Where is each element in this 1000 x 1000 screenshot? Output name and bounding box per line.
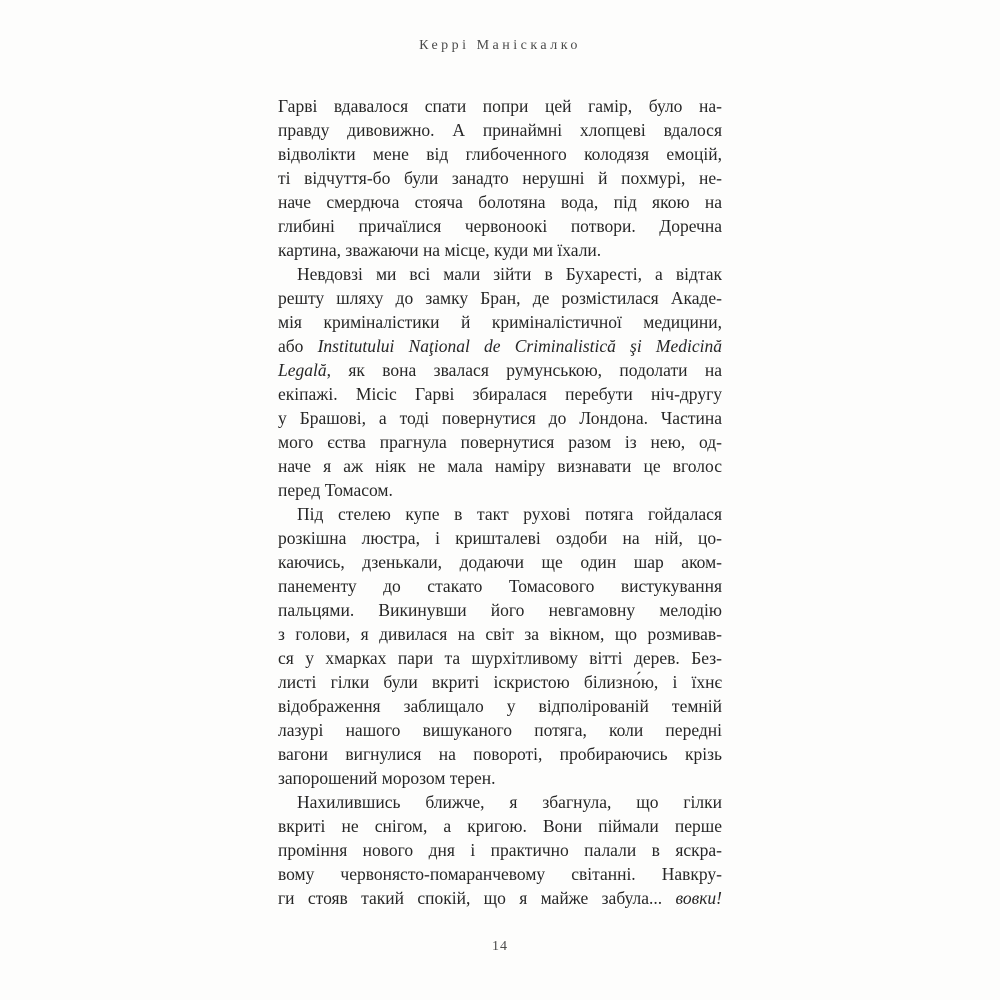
text-line <box>278 454 722 478</box>
plain-text: ги стояв такий спокій, що я майже забула... <box>278 888 676 908</box>
plain-text: вкриті не снігом, а кригою. Вони піймали перше <box>278 816 722 836</box>
text-line <box>278 526 722 550</box>
text-line <box>278 334 722 358</box>
text-line <box>278 670 722 694</box>
text-line <box>278 406 722 430</box>
text-line <box>278 598 722 622</box>
text-line <box>278 862 722 886</box>
plain-text: Гарві вдавалося спати попри цей гамір, було на- <box>278 96 722 116</box>
italic-text: Legală <box>278 360 327 380</box>
plain-text: Нахилившись ближче, я збагнула, що гілки <box>297 792 722 812</box>
plain-text: листі гілки були вкриті іскристою білизно́ю, і їхнє <box>278 672 722 692</box>
plain-text: пальцями. Викинувши його невгамовну мелодію <box>278 600 722 620</box>
text-line <box>278 502 722 526</box>
text-line <box>278 478 722 502</box>
text-line <box>278 718 722 742</box>
plain-text: з голови, я дивилася на світ за вікном, що розмивав- <box>278 624 722 644</box>
plain-text: ся у хмарках пари та шурхітливому вітті дерев. Без- <box>278 648 722 668</box>
plain-text: решту шляху до замку Бран, де розмістилася Акаде- <box>278 288 722 308</box>
plain-text: відображення заблищало у відполірованій темній <box>278 696 722 716</box>
text-line <box>278 742 722 766</box>
text-line <box>278 190 722 214</box>
plain-text: перед Томасом. <box>278 480 393 500</box>
text-line <box>278 286 722 310</box>
text-line <box>278 838 722 862</box>
text-line <box>278 262 722 286</box>
plain-text: каючись, дзенькали, додаючи ще один шар аком- <box>278 552 722 572</box>
plain-text: Під стелею купе в такт рухові потяга гойдалася <box>297 504 722 524</box>
body-text <box>278 94 722 910</box>
text-line <box>278 550 722 574</box>
plain-text: картина, зважаючи на місце, куди ми їхали. <box>278 240 602 260</box>
italic-text: Institutului Naţional de Criminalistică şi Medicină <box>317 336 722 356</box>
text-line <box>278 430 722 454</box>
paragraph <box>278 790 722 910</box>
text-line <box>278 142 722 166</box>
plain-text: лазурі нашого вишуканого потяга, коли передні <box>278 720 722 740</box>
plain-text: правду дивовижно. А принаймні хлопцеві вдалося <box>278 120 722 140</box>
plain-text: панементу до стакато Томасового вистукування <box>278 576 722 596</box>
text-line <box>278 646 722 670</box>
text-line <box>278 766 722 790</box>
plain-text: вагони вигнулися на повороті, пробираючись крізь <box>278 744 722 764</box>
plain-text: екіпажі. Місіс Гарві збиралася перебути ніч-другу <box>278 384 722 404</box>
text-line <box>278 382 722 406</box>
plain-text: мого єства прагнула повернутися разом із нею, од- <box>278 432 722 452</box>
plain-text: відволікти мене від глибоченного колодязя емоцій, <box>278 144 722 164</box>
paragraph <box>278 502 722 790</box>
text-line <box>278 814 722 838</box>
plain-text: наче я аж ніяк не мала наміру визнавати це вголос <box>278 456 722 476</box>
plain-text: глибині причаїлися червоноокі потвори. Доречна <box>278 216 722 236</box>
text-line <box>278 790 722 814</box>
text-line <box>278 886 722 910</box>
running-header: Керрі Маніскалко <box>419 38 581 53</box>
plain-text: Невдовзі ми всі мали зійти в Бухаресті, а відтак <box>297 264 722 284</box>
plain-text: наче смердюча стояча болотяна вода, під якою на <box>278 192 722 212</box>
plain-text: мія криміналістики й криміналістичної медицини, <box>278 312 722 332</box>
plain-text: у Брашові, а тоді повернутися до Лондона. Частина <box>278 408 722 428</box>
text-line <box>278 238 722 262</box>
paragraph <box>278 262 722 502</box>
plain-text: , як вона звалася румунською, подолати на <box>326 360 722 380</box>
text-line <box>278 622 722 646</box>
text-line <box>278 694 722 718</box>
plain-text: розкішна люстра, і кришталеві оздоби на ній, цо- <box>278 528 722 548</box>
plain-text: проміння нового дня і практично палали в яскра- <box>278 840 722 860</box>
paragraph <box>278 94 722 262</box>
italic-text: вовки! <box>675 888 722 908</box>
plain-text: ті відчуття-бо були занадто нерушні й похмурі, не- <box>278 168 722 188</box>
plain-text: вому червонясто-помаранчевому світанні. Навкру- <box>278 864 722 884</box>
text-line <box>278 358 722 382</box>
text-line <box>278 574 722 598</box>
plain-text: запорошений морозом терен. <box>278 768 496 788</box>
text-line <box>278 310 722 334</box>
plain-text: або <box>278 336 318 356</box>
text-line <box>278 94 722 118</box>
text-line <box>278 166 722 190</box>
text-line <box>278 214 722 238</box>
page-number: 14 <box>492 939 508 954</box>
text-line <box>278 118 722 142</box>
